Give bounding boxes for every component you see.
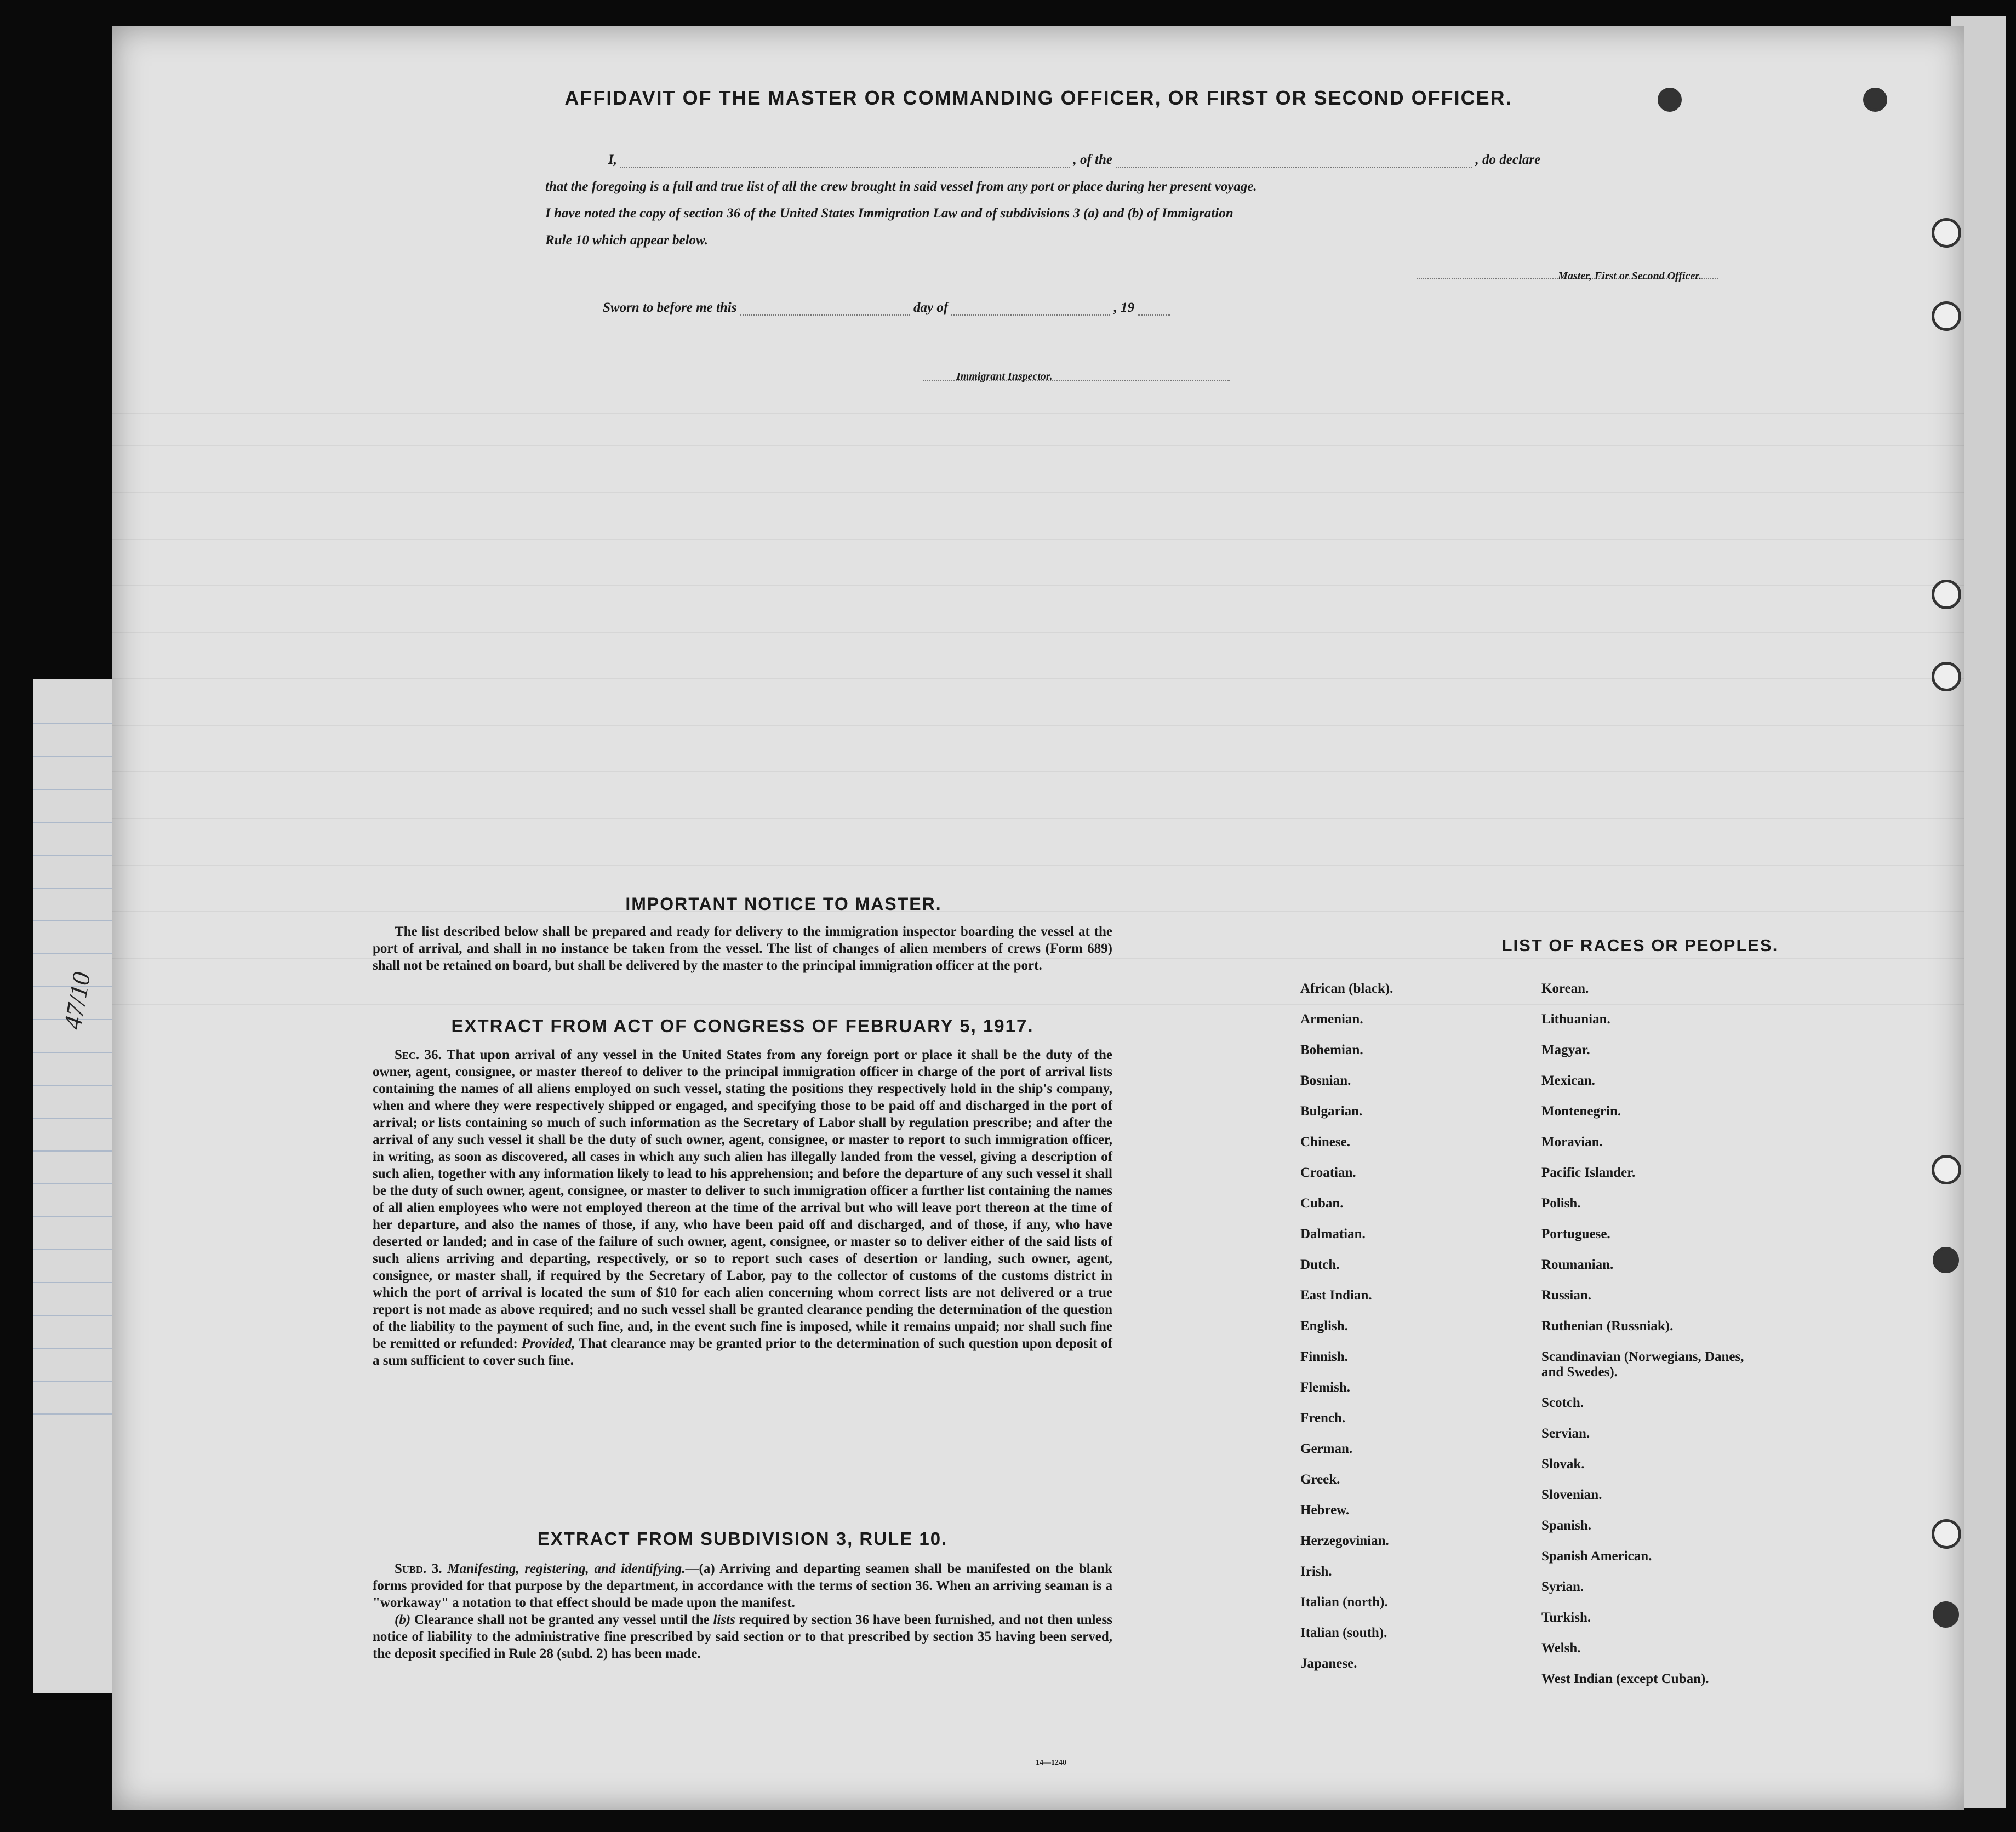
race-item: French. [1300, 1411, 1346, 1425]
sworn-month-field[interactable] [951, 314, 1110, 316]
race-item: Scotch. [1541, 1395, 1584, 1410]
race-item: Spanish. [1541, 1518, 1592, 1533]
race-item: Cuban. [1300, 1196, 1344, 1211]
affidavit-line-3: I have noted the copy of section 36 of the United States Immigration Law and of subdivisions 3 (a) and (b) of Immigration [545, 206, 1233, 221]
race-item: Chinese. [1300, 1135, 1350, 1149]
punch-hole [1932, 662, 1961, 691]
race-item: Japanese. [1300, 1656, 1357, 1671]
race-item: Montenegrin. [1541, 1104, 1621, 1119]
race-item: Syrian. [1541, 1579, 1584, 1594]
race-item: Herzegovinian. [1300, 1533, 1389, 1548]
race-item: Turkish. [1541, 1610, 1591, 1625]
act-title: EXTRACT FROM ACT OF CONGRESS OF FEBRUARY 5, 1917. [451, 1016, 1034, 1036]
race-item: African (black). [1300, 981, 1394, 996]
race-item: Polish. [1541, 1196, 1581, 1211]
left-ruled-strip [33, 679, 115, 1693]
race-item: Magyar. [1541, 1043, 1590, 1057]
master-name-field[interactable] [620, 167, 1070, 168]
punch-hole [1933, 1601, 1959, 1628]
punch-hole [1933, 1247, 1959, 1273]
races-left-column [1300, 981, 1393, 1687]
punch-hole [1932, 301, 1961, 331]
race-item: Ruthenian (Russniak). [1541, 1319, 1674, 1333]
race-item: Irish. [1300, 1564, 1332, 1579]
race-item: Pacific Islander. [1541, 1165, 1636, 1180]
race-item: Croatian. [1300, 1165, 1356, 1180]
race-item: Slovenian. [1541, 1487, 1602, 1502]
race-item: Russian. [1541, 1288, 1592, 1303]
document-sheet [112, 26, 1964, 1810]
race-item: Greek. [1300, 1472, 1340, 1487]
signature-label: Master, First or Second Officer. [1558, 270, 1701, 282]
race-item: Finnish. [1300, 1349, 1348, 1364]
race-item: Servian. [1541, 1426, 1590, 1441]
race-item: Hebrew. [1300, 1503, 1350, 1518]
punch-hole [1932, 218, 1961, 248]
race-item: Lithuanian. [1541, 1012, 1610, 1027]
races-right-column [1541, 981, 1750, 1702]
handwritten-margin-note: 47/10 [58, 970, 96, 1032]
race-item: Bosnian. [1300, 1073, 1351, 1088]
race-item: Portuguese. [1541, 1227, 1610, 1241]
inspector-label: Immigrant Inspector. [956, 370, 1053, 382]
race-item: English. [1300, 1319, 1348, 1333]
race-item: East Indian. [1300, 1288, 1372, 1303]
race-item: Italian (south). [1300, 1625, 1387, 1640]
race-item: West Indian (except Cuban). [1541, 1671, 1709, 1686]
race-item: Moravian. [1541, 1135, 1603, 1149]
race-item: German. [1300, 1441, 1353, 1456]
act-text: Sec. 36. That upon arrival of any vessel in the United States from any foreign port or place it shall be the duty of the owner, agent, consignee, or master thereof to deliver to the principal immigration officer in charge of the port of arrival lists containing the names of all aliens employed on such vessel, stating the positions they respectively hold in the ship's company, when and where they were respectively shipped or engaged, and specifying those to be paid off and discharged in the port of arrival; or lists containing so much of such information as the Secretary of Labor shall by regulation prescribe; and after the arrival of any such vessel it shall be the duty of such owner, agent, consignee, or master to report to such immigration officer, in writing, as soon as discovered, all cases in which any such alien has illegally landed from the vessel, giving a description of such alien, together with any information likely to lead to his apprehension; and before the departure of any such vessel it shall be the duty of such owner, agent, consignee, or master to deliver to such immigration officer a further list containing the names of all alien employees who were not employed thereon at the time of the arrival but who will leave port thereon at the time of her departure, and also the names of those, if any, who have been paid off and discharged, and of those, if any, who have deserted or landed; and in case of the failure of such owner, agent, consignee, or master so to deliver either of the said lists of such aliens arriving and departing, respectively, or so to report such cases of desertion or landing, such owner, agent, consignee, or master shall, if required by the Secretary of Labor, pay to the collector of customs of the customs district in which the port of arrival is located the sum of $10 for each alien concerning whom correct lists are not delivered or a true report is not made as above required; and no such vessel shall be granted clearance pending the determination of the question of the liability to the payment of such fine, and, in the event such fine is imposed, while it remains unpaid; nor shall such fine be remitted or refunded: Provided, That clearance may be granted prior to the determination of such question upon deposit of a sum sufficient to cover such fine. [373, 1047, 1112, 1368]
punch-hole [1932, 580, 1961, 609]
race-item: Slovak. [1541, 1457, 1585, 1472]
race-item: Welsh. [1541, 1641, 1581, 1656]
affidavit-title: AFFIDAVIT OF THE MASTER OR COMMANDING OFFICER, OR FIRST OR SECOND OFFICER. [564, 87, 1512, 109]
race-item: Flemish. [1300, 1380, 1350, 1395]
affidavit-line-4: Rule 10 which appear below. [545, 233, 709, 248]
punch-hole [1932, 1155, 1961, 1184]
race-item: Dutch. [1300, 1257, 1340, 1272]
race-item: Italian (north). [1300, 1595, 1388, 1610]
race-item: Bohemian. [1300, 1043, 1363, 1057]
rule-text-a: Subd. 3. Manifesting, registering, and identifying.—(a) Arriving and departing seamen shall be manifested on the blank forms provided for that purpose by the department, in accordance with the terms of section 36. When an arriving seaman is a "workaway" a notation to that effect should be made upon the manifest. (b) Clearance shall not be granted any vessel until the lists required by section 36 have been furnished, and not then unless notice of liability to the administrative fine prescribed by said section or to that prescribed by section 35 having been served, the deposit specified in Rule 28 (subd. 2) has been made. [373, 1561, 1113, 1661]
race-item: Armenian. [1300, 1012, 1363, 1027]
form-number: 14—1240 [1036, 1759, 1066, 1767]
race-item: Dalmatian. [1300, 1227, 1366, 1241]
sworn-year-field[interactable] [1138, 314, 1170, 316]
race-item: Mexican. [1541, 1073, 1595, 1088]
rule-title: EXTRACT FROM SUBDIVISION 3, RULE 10. [537, 1528, 948, 1549]
sworn-day-field[interactable] [740, 314, 910, 316]
sworn-line: Sworn to before me this day of , 19 [603, 300, 1370, 316]
race-item: Bulgarian. [1300, 1104, 1363, 1119]
race-item: Korean. [1541, 981, 1589, 996]
notice-text: The list described below shall be prepared and ready for delivery to the immigration inspector boarding the vessel at the port of arrival, and shall in no instance be taken from the vessel. The list of changes of alien members of crews (Form 689) shall not be retained on board, but shall be delivered by the master to the principal immigration officer at the port. [373, 924, 1112, 973]
race-item: Spanish American. [1541, 1549, 1652, 1564]
race-item: Scandinavian (Norwegians, Danes, and Swedes). [1541, 1349, 1744, 1379]
affidavit-line-1: I, , of the , do declare [608, 152, 1541, 167]
vessel-name-field[interactable] [1116, 167, 1472, 168]
affidavit-line-2: that the foregoing is a full and true list of all the crew brought in said vessel from any port or place during her present voyage. [545, 179, 1257, 194]
notice-title: IMPORTANT NOTICE TO MASTER. [625, 894, 942, 914]
races-title: LIST OF RACES OR PEOPLES. [1501, 936, 1779, 955]
race-item: Roumanian. [1541, 1257, 1614, 1272]
punch-hole [1932, 1519, 1961, 1549]
